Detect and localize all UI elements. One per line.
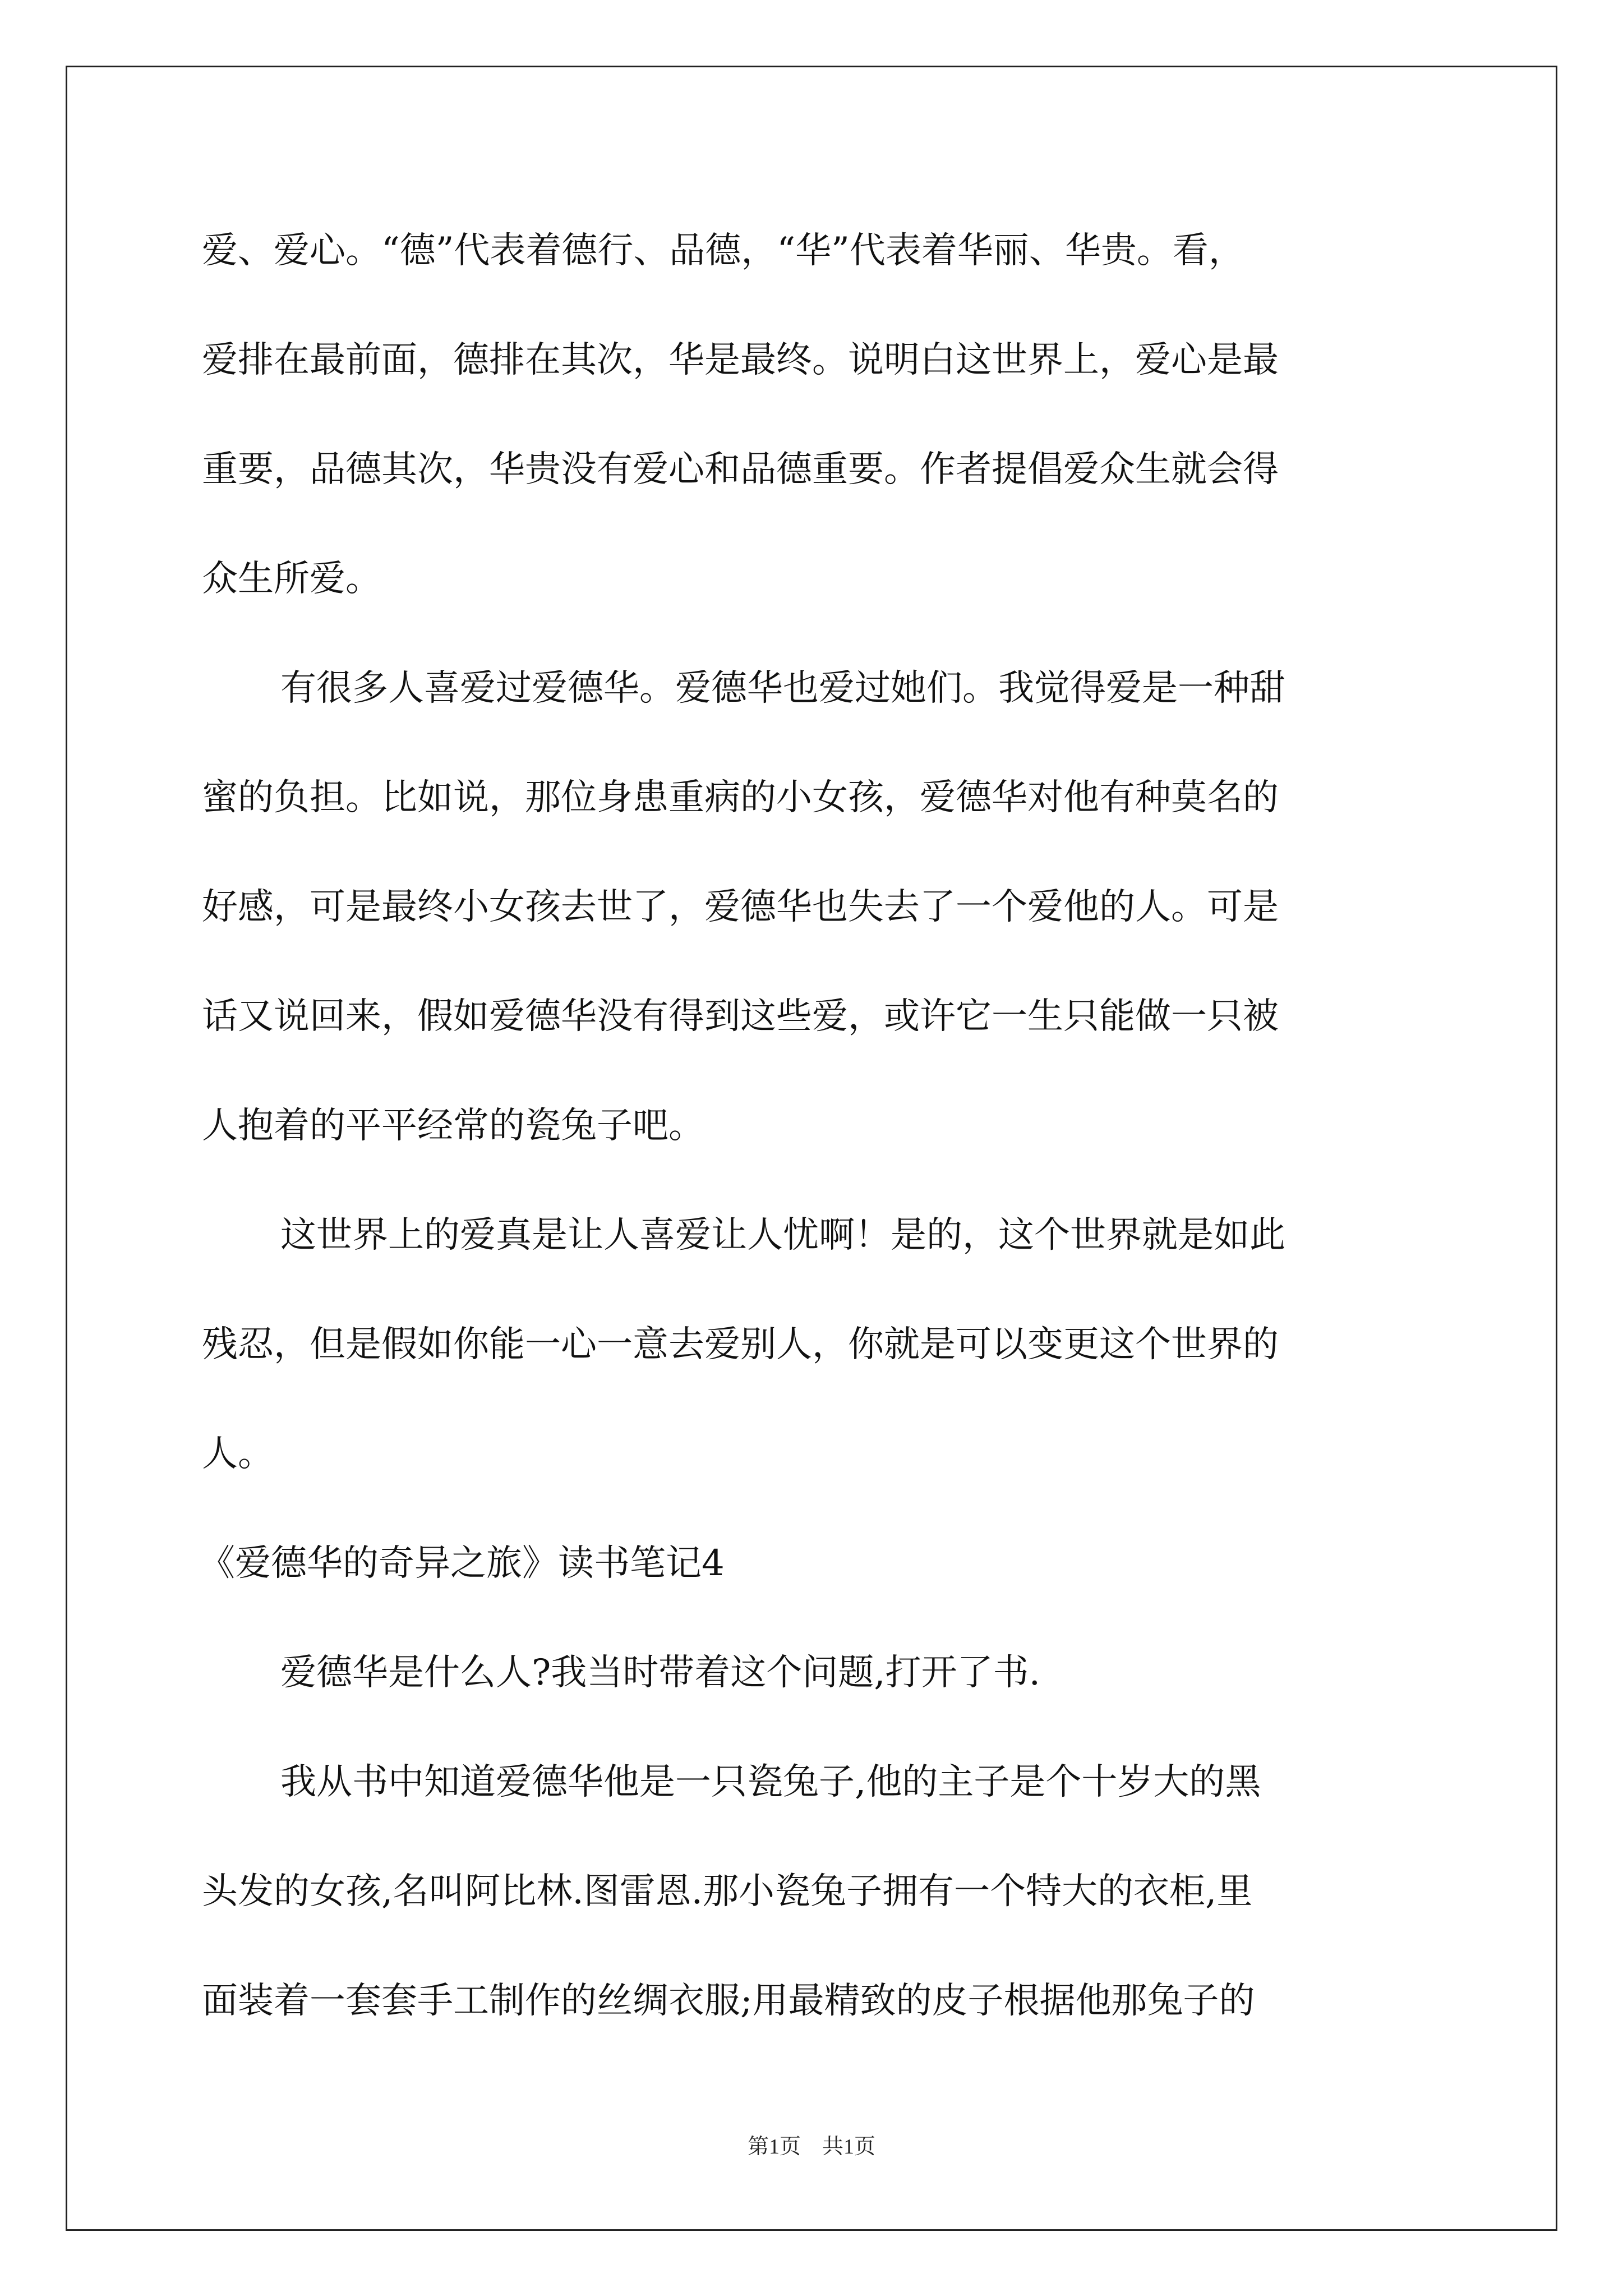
paragraph-3 xyxy=(202,1181,1442,1509)
text-line: 蜜的负担。比如说，那位身患重病的小女孩，爱德华对他有种莫名的 xyxy=(202,777,1279,818)
text-line: 面装着一套套手工制作的丝绸衣服;用最精致的皮子根据他那兔子的 xyxy=(202,1980,1255,2022)
page-footer: 第1页 共1页 xyxy=(747,2135,875,2159)
paragraph-4 xyxy=(202,1618,1442,1728)
text-line: 有很多人喜爱过爱德华。爱德华也爱过她们。我觉得爱是一种甜 xyxy=(280,668,1285,709)
paragraph-2 xyxy=(202,634,1442,1181)
document-body xyxy=(199,196,1442,2056)
text-line: 爱、爱心。“德”代表着德行、品德，“华”代表着华丽、华贵。看， xyxy=(202,230,1244,272)
paragraph-5 xyxy=(202,1728,1442,2056)
text-line: 话又说回来，假如爱德华没有得到这些爱，或许它一生只能做一只被 xyxy=(202,996,1279,1037)
paragraph-1 xyxy=(202,196,1442,634)
text-line: 人。 xyxy=(202,1433,274,1475)
text-line: 残忍，但是假如你能一心一意去爱别人，你就是可以变更这个世界的 xyxy=(202,1324,1279,1365)
text-line: 这世界上的爱真是让人喜爱让人忧啊！是的，这个世界就是如此 xyxy=(280,1214,1285,1256)
text-line: 重要，品德其次，华贵没有爱心和品德重要。作者提倡爱众生就会得 xyxy=(202,449,1279,490)
text-line: 爱排在最前面，德排在其次，华是最终。说明白这世界上，爱心是最 xyxy=(202,339,1279,381)
text-line: 我从书中知道爱德华他是一只瓷兔子,他的主子是个十岁大的黑 xyxy=(280,1761,1261,1803)
text-line: 爱德华是什么人?我当时带着这个问题,打开了书. xyxy=(280,1652,1040,1694)
text-line: 好感，可是最终小女孩去世了，爱德华也失去了一个爱他的人。可是 xyxy=(202,886,1279,928)
section-heading: 《爱德华的奇异之旅》读书笔记4 xyxy=(199,1543,725,1584)
text-line: 头发的女孩,名叫阿比林.图雷恩.那小瓷兔子拥有一个特大的衣柜,里 xyxy=(202,1871,1253,1912)
text-line: 人抱着的平平经常的瓷兔子吧。 xyxy=(202,1105,704,1147)
text-line: 众生所爱。 xyxy=(202,558,381,600)
